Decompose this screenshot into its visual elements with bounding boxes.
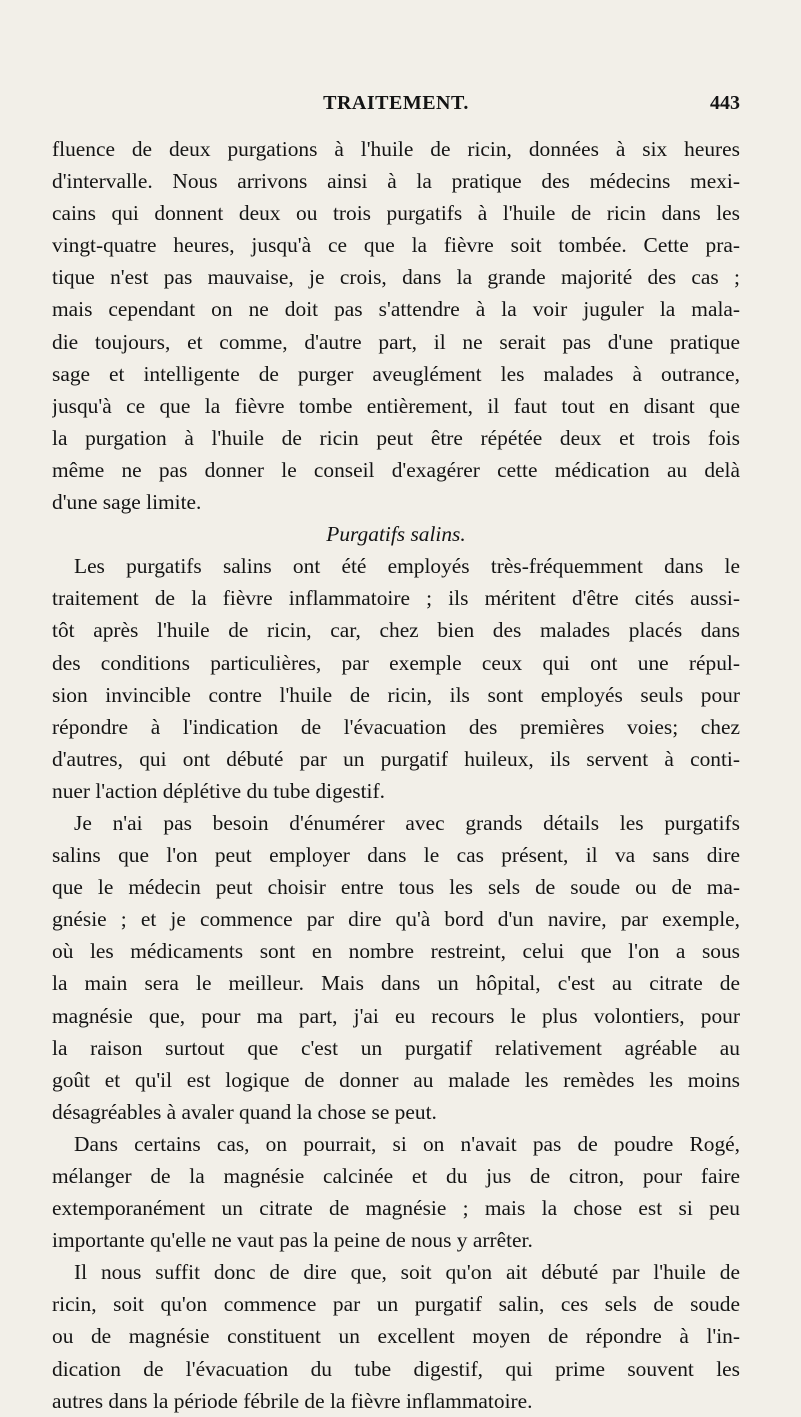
text-line: vingt-quatre heures, jusqu'à ce que la fièvre soit tombée. Cette pra-: [52, 233, 740, 258]
paragraph-2: [52, 550, 740, 807]
text-line: même ne pas donner le conseil d'exagérer cette médication au delà: [52, 457, 740, 482]
text-line: sion invincible contre l'huile de ricin, ils sont employés seuls pour: [52, 682, 740, 707]
page-header: [52, 92, 740, 120]
text-line: traitement de la fièvre inflammatoire ; ils méritent d'être cités aussi-: [52, 586, 740, 611]
text-line: importante qu'elle ne vaut pas la peine de nous y arrêter.: [52, 1228, 533, 1253]
section-heading: Purgatifs salins.: [326, 522, 466, 547]
text-line: Il nous suffit donc de dire que, soit qu'on ait débuté par l'huile de: [74, 1260, 740, 1285]
text-line: Je n'ai pas besoin d'énumérer avec grands détails les purgatifs: [74, 810, 740, 835]
text-line: où les médicaments sont en nombre restreint, celui que l'on a sous: [52, 939, 740, 964]
text-line: répondre à l'indication de l'évacuation des premières voies; chez: [52, 714, 740, 739]
page-number: 443: [710, 92, 740, 114]
text-line: goût et qu'il est logique de donner au malade les remèdes les moins: [52, 1067, 740, 1092]
paragraph-5: [52, 1256, 740, 1416]
text-line: fluence de deux purgations à l'huile de ricin, données à six heures: [52, 137, 740, 161]
text-line: mélanger de la magnésie calcinée et du jus de citron, pour faire: [52, 1164, 740, 1188]
text-line: tôt après l'huile de ricin, car, chez bien des malades placés dans: [52, 618, 740, 643]
text-line: extemporanément un citrate de magnésie ; mais la chose est si peu: [52, 1196, 740, 1221]
text-line: autres dans la période fébrile de la fièvre inflammatoire.: [52, 1388, 533, 1413]
text-line: jusqu'à ce que la fièvre tombe entièrement, il faut tout en disant que: [52, 393, 740, 418]
text-line: désagréables à avaler quand la chose se peut.: [52, 1099, 437, 1124]
text-line: Les purgatifs salins ont été employés très-fréquemment dans le: [74, 554, 740, 579]
text-line: d'une sage limite.: [52, 490, 202, 515]
text-line: ou de magnésie constituent un excellent moyen de répondre à l'in-: [52, 1324, 740, 1349]
paragraph-4: [52, 1128, 740, 1256]
paragraph-1: [52, 133, 740, 518]
text-line: gnésie ; et je commence par dire qu'à bord d'un navire, par exemple,: [52, 907, 740, 932]
text-line: Dans certains cas, on pourrait, si on n'avait pas de poudre Rogé,: [74, 1131, 740, 1156]
text-line: die toujours, et comme, d'autre part, il ne serait pas d'une pratique: [52, 329, 740, 354]
text-line: salins que l'on peut employer dans le cas présent, il va sans dire: [52, 843, 740, 868]
body-text: [52, 133, 740, 1417]
text-line: des conditions particulières, par exemple ceux qui ont une répul-: [52, 650, 740, 675]
text-line: la purgation à l'huile de ricin peut être répétée deux et trois fois: [52, 425, 740, 450]
text-line: sage et intelligente de purger aveuglément les malades à outrance,: [52, 361, 740, 386]
text-line: magnésie que, pour ma part, j'ai eu recours le plus volontiers, pour: [52, 1003, 740, 1028]
text-line: ricin, soit qu'on commence par un purgatif salin, ces sels de soude: [52, 1292, 740, 1317]
text-line: la main sera le meilleur. Mais dans un hôpital, c'est au citrate de: [52, 971, 740, 996]
text-line: dication de l'évacuation du tube digestif, qui prime souvent les: [52, 1356, 740, 1381]
text-line: mais cependant on ne doit pas s'attendre à la voir juguler la mala-: [52, 297, 740, 322]
paragraph-3: [52, 807, 740, 1128]
text-line: que le médecin peut choisir entre tous les sels de soude ou de ma-: [52, 875, 740, 900]
text-line: la raison surtout que c'est un purgatif relativement agréable au: [52, 1035, 740, 1060]
text-line: cains qui donnent deux ou trois purgatifs à l'huile de ricin dans les: [52, 201, 740, 226]
text-line: tique n'est pas mauvaise, je crois, dans la grande majorité des cas ;: [52, 265, 740, 290]
text-line: d'intervalle. Nous arrivons ainsi à la pratique des médecins mexi-: [52, 169, 740, 194]
text-line: d'autres, qui ont débuté par un purgatif huileux, ils servent à conti-: [52, 746, 740, 771]
text-line: nuer l'action déplétive du tube digestif.: [52, 778, 385, 803]
running-title: TRAITEMENT.: [323, 92, 469, 114]
